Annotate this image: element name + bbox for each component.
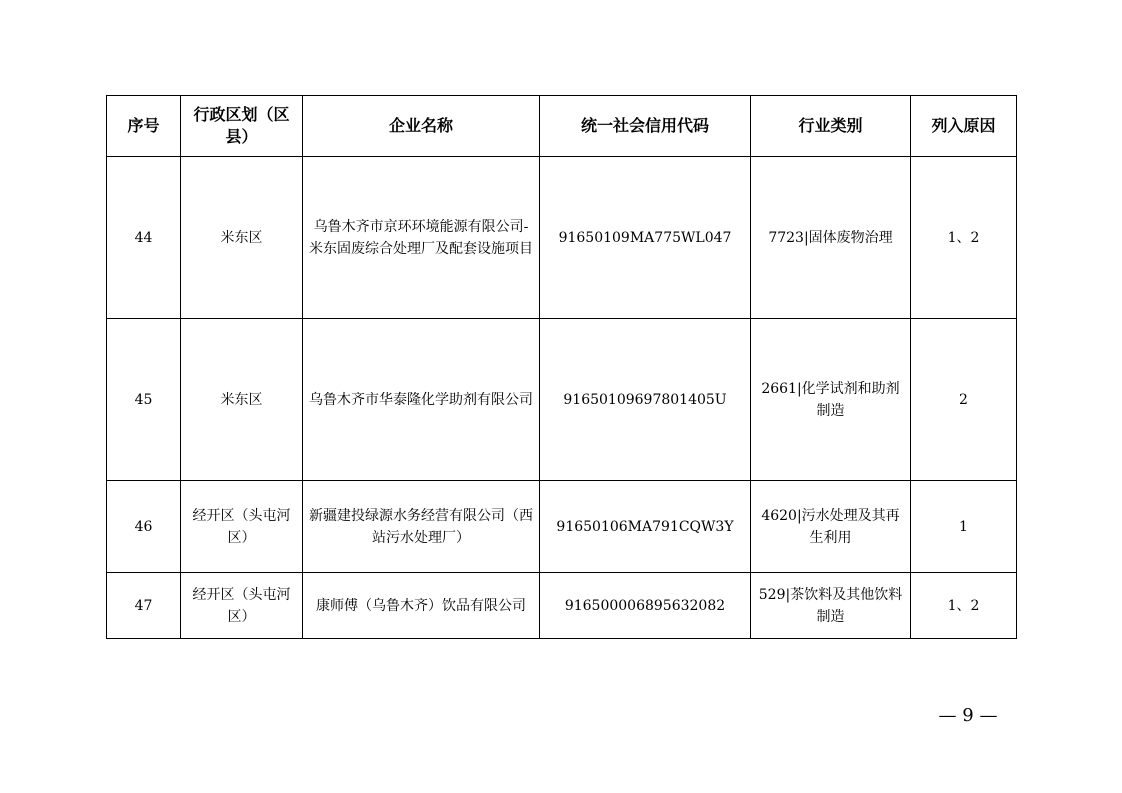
header-industry: 行业类别 bbox=[751, 96, 911, 157]
cell-credit-code: 91650109697801405U bbox=[540, 319, 751, 481]
table-row bbox=[107, 319, 1017, 481]
cell-no: 44 bbox=[107, 157, 181, 319]
table-row bbox=[107, 157, 1017, 319]
header-no: 序号 bbox=[107, 96, 181, 157]
cell-no: 45 bbox=[107, 319, 181, 481]
table-row bbox=[107, 481, 1017, 573]
cell-industry: 7723|固体废物治理 bbox=[751, 157, 911, 319]
cell-company: 乌鲁木齐市京环环境能源有限公司-米东固废综合处理厂及配套设施项目 bbox=[303, 157, 540, 319]
cell-no: 46 bbox=[107, 481, 181, 573]
table-row bbox=[107, 573, 1017, 639]
cell-company: 康师傅（乌鲁木齐）饮品有限公司 bbox=[303, 573, 540, 639]
table-header-row bbox=[107, 96, 1017, 157]
header-company: 企业名称 bbox=[303, 96, 540, 157]
cell-industry: 2661|化学试剂和助剂制造 bbox=[751, 319, 911, 481]
cell-credit-code: 91650106MA791CQW3Y bbox=[540, 481, 751, 573]
cell-company: 乌鲁木齐市华泰隆化学助剂有限公司 bbox=[303, 319, 540, 481]
cell-reason: 1、2 bbox=[911, 157, 1017, 319]
cell-reason: 1、2 bbox=[911, 573, 1017, 639]
header-district: 行政区划（区县） bbox=[181, 96, 303, 157]
enterprise-list-table bbox=[106, 95, 1017, 639]
cell-reason: 2 bbox=[911, 319, 1017, 481]
cell-district: 经开区（头屯河区） bbox=[181, 573, 303, 639]
cell-district: 米东区 bbox=[181, 157, 303, 319]
page-number: — 9 — bbox=[938, 705, 998, 726]
cell-no: 47 bbox=[107, 573, 181, 639]
cell-credit-code: 916500006895632082 bbox=[540, 573, 751, 639]
header-reason: 列入原因 bbox=[911, 96, 1017, 157]
cell-district: 米东区 bbox=[181, 319, 303, 481]
cell-company: 新疆建投绿源水务经营有限公司（西站污水处理厂） bbox=[303, 481, 540, 573]
cell-industry: 4620|污水处理及其再生利用 bbox=[751, 481, 911, 573]
cell-credit-code: 91650109MA775WL047 bbox=[540, 157, 751, 319]
cell-district: 经开区（头屯河区） bbox=[181, 481, 303, 573]
header-credit-code: 统一社会信用代码 bbox=[540, 96, 751, 157]
cell-reason: 1 bbox=[911, 481, 1017, 573]
cell-industry: 529|茶饮料及其他饮料制造 bbox=[751, 573, 911, 639]
